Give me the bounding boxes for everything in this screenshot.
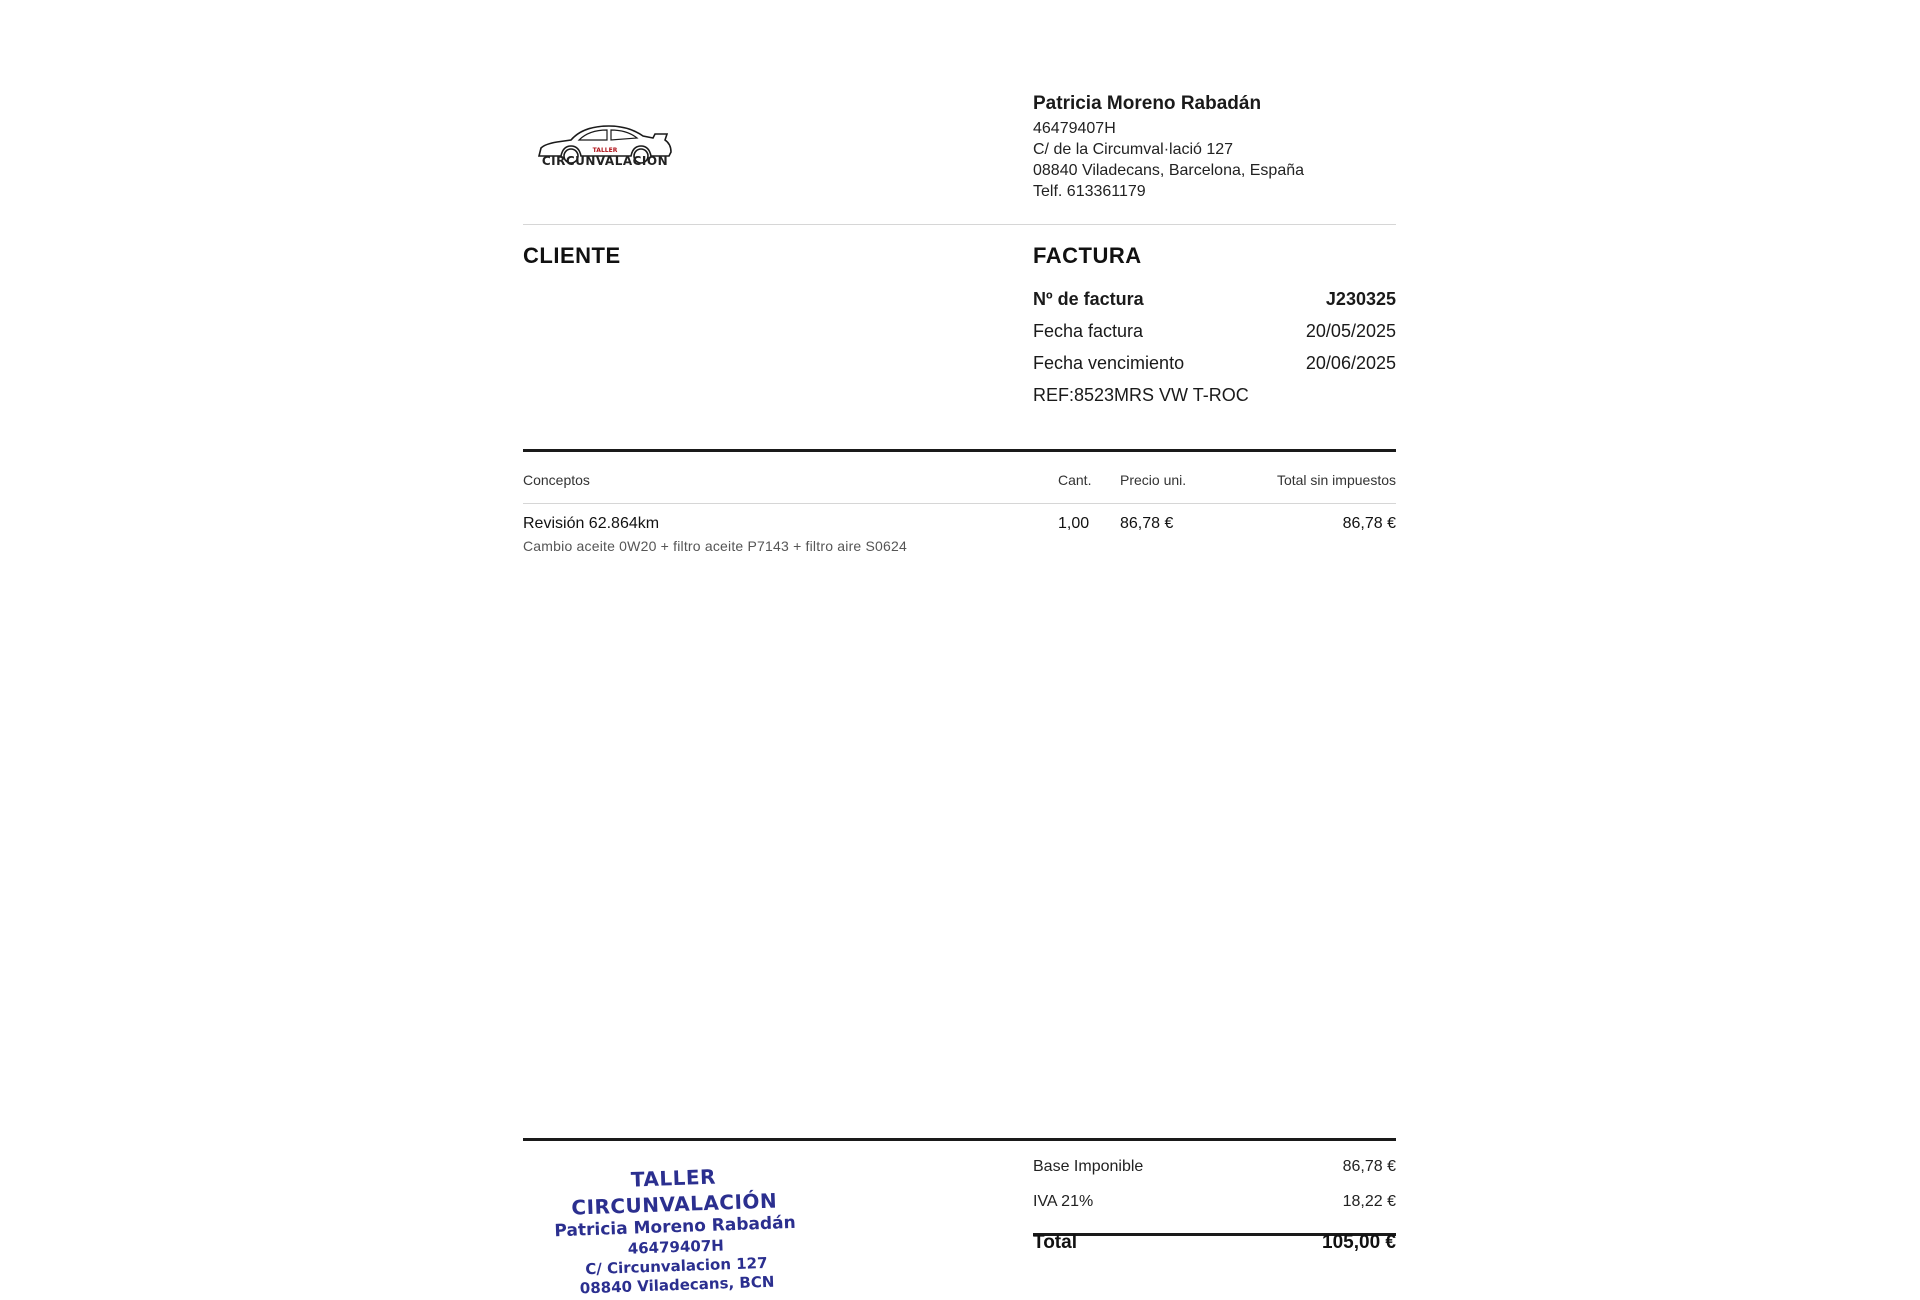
issuer-address: C/ de la Circumval·lació 127 bbox=[1033, 141, 1234, 158]
col-header-total: Total sin impuestos bbox=[1276, 472, 1396, 488]
row-qty: 1,00 bbox=[1058, 515, 1090, 532]
logo-text: CIRCUNVALACION bbox=[541, 154, 669, 168]
table-header-divider bbox=[523, 503, 1396, 504]
invoice-due-label: Fecha vencimiento bbox=[1033, 353, 1185, 373]
stamp-line-5: 08840 Viladecans, BCN bbox=[579, 1272, 775, 1298]
invoice-reference: REF:8523MRS VW T-ROC bbox=[1033, 385, 1249, 405]
invoice-date-label: Fecha factura bbox=[1033, 321, 1144, 341]
issuer-phone: Telf. 613361179 bbox=[1033, 183, 1146, 200]
base-value: 86,78 € bbox=[1342, 1158, 1396, 1175]
col-header-unit-price: Precio uni. bbox=[1120, 472, 1187, 488]
invoice-number: J230325 bbox=[1325, 289, 1396, 309]
row-description: Cambio aceite 0W20 + filtro aceite P7143 + filtro aire S0624 bbox=[523, 538, 907, 554]
footer-rule bbox=[523, 1138, 1396, 1141]
invoice-page bbox=[523, 0, 1396, 1298]
col-header-qty: Cant. bbox=[1058, 472, 1092, 488]
stamp-line-2: Patricia Moreno Rabadán bbox=[554, 1212, 796, 1242]
invoice-date: 20/05/2025 bbox=[1305, 321, 1396, 341]
invoice-reference-row bbox=[1033, 383, 1396, 407]
row-concept: Revisión 62.864km bbox=[523, 515, 660, 532]
total-value: 105,00 € bbox=[1322, 1232, 1396, 1253]
header-divider bbox=[523, 224, 1396, 225]
company-stamp bbox=[533, 1160, 817, 1300]
col-header-concept: Conceptos bbox=[523, 472, 590, 488]
issuer-city: 08840 Viladecans, Barcelona, España bbox=[1033, 162, 1305, 179]
stamp-line-1: TALLER CIRCUNVALACIÓN bbox=[570, 1164, 778, 1220]
logo-small-text: TALLER bbox=[592, 147, 618, 154]
total-label: Total bbox=[1033, 1232, 1077, 1253]
table-top-rule bbox=[523, 449, 1396, 452]
issuer-nif: 46479407H bbox=[1033, 120, 1116, 137]
company-logo bbox=[531, 118, 679, 178]
invoice-date-row bbox=[1033, 319, 1396, 343]
invoice-title: FACTURA bbox=[1033, 243, 1142, 268]
iva-label: IVA 21% bbox=[1033, 1193, 1094, 1210]
iva-value: 18,22 € bbox=[1342, 1193, 1396, 1210]
invoice-number-row bbox=[1033, 287, 1396, 311]
invoice-due: 20/06/2025 bbox=[1305, 353, 1396, 373]
client-title: CLIENTE bbox=[523, 243, 621, 268]
stamp-line-4: C/ Circunvalacion 127 bbox=[585, 1253, 768, 1279]
row-unit-price: 86,78 € bbox=[1120, 515, 1174, 532]
stamp-line-3: 46479407H bbox=[627, 1236, 725, 1258]
issuer-name: Patricia Moreno Rabadán bbox=[1033, 93, 1262, 114]
row-total: 86,78 € bbox=[1342, 515, 1396, 532]
invoice-number-label: Nº de factura bbox=[1033, 289, 1144, 309]
invoice-due-row bbox=[1033, 351, 1396, 375]
base-label: Base Imponible bbox=[1033, 1158, 1144, 1175]
issuer-block bbox=[1033, 92, 1396, 202]
